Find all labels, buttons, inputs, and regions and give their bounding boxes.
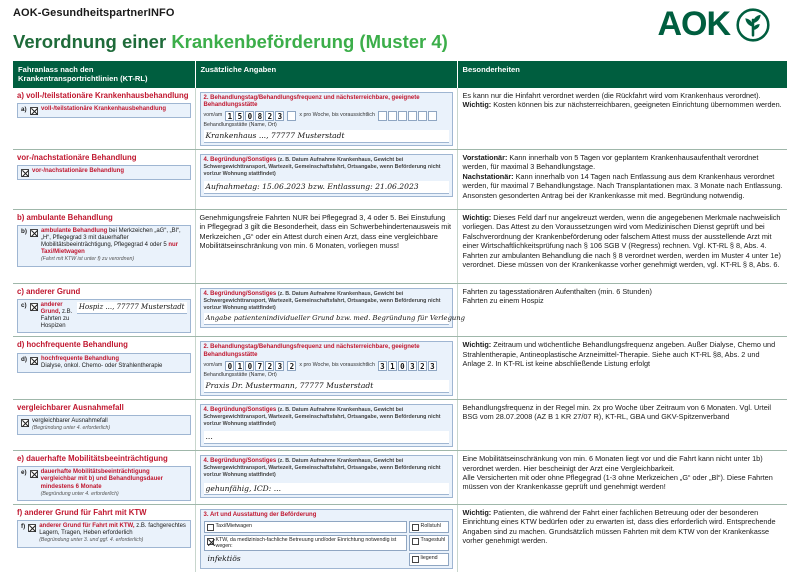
form-title: 3. Art und Ausstattung der Beförderung [203, 511, 317, 518]
until-digits [378, 111, 437, 121]
row-title: vergleichbarer Ausnahmefall [17, 402, 124, 412]
handwritten-entry: Angabe patientenindividueller Grund bzw. med. Begründung für Verlegung [204, 313, 449, 325]
frequency-label: x pro Woche, bis voraussichtlich [299, 362, 375, 369]
page-title-part2: Krankenbeförderung (Muster 4) [171, 31, 448, 52]
checked-checkbox-icon [30, 229, 38, 237]
note: Behandlungsfrequenz in der Regel min. 2x pro Woche über Zeitraum von 6 Monaten. Vgl. Urteil BSG vom 28.07.2008 (AZ B 1 KR 27/07 R), KT-RL, GBA und GKV-Spitzenverband [462, 402, 772, 422]
checked-checkbox-icon [21, 169, 29, 177]
form-title: 4. Begründung/Sonstiges (z. B. Datum Aufnahme Krankenhaus, Gewicht bei Schwergewichttransport, Wartezeit, Gemeinschaftsfahrt, Ortsangabe, wenn Beförderung nicht vor/zur Wohnung stattfindet) [203, 290, 441, 311]
form-checkbox-box [17, 466, 191, 501]
reason-cell [13, 399, 195, 450]
additional-cell [195, 399, 457, 450]
special-cell [457, 451, 787, 505]
header-col-reason: Fahranlass nach den Krankentransportrichtlinien (KT-RL) [13, 61, 195, 88]
checked-checkbox-icon [30, 303, 38, 311]
reason-cell [13, 149, 195, 209]
logo-text: AOK [657, 5, 730, 43]
aok-tree-icon [736, 8, 770, 42]
form-label: hochfrequente Behandlung Dialyse, onkol. Chemo- oder Strahlentherapie [41, 355, 163, 369]
form-label: dauerhafte Mobilitätsbeeinträchtigung vergleichbar mit b) und Behandlungsdauer mindestens 6 Monate (Begründung unter 4. erforderlich) [40, 469, 163, 497]
additional-cell [195, 149, 457, 209]
form-title: 2. Behandlungstag/Behandlungsfrequenz und nächsterreichbare, geeignete Behandlungsstätte [203, 94, 420, 108]
header-col-special: Besonderheiten [457, 61, 787, 88]
option-tragestuhl: Tragestuhl [409, 535, 449, 551]
checked-checkbox-icon [30, 357, 38, 365]
handwritten-entry: Krankenhaus ..., 77777 Musterstadt [204, 130, 449, 143]
reason-cell [13, 88, 195, 150]
special-cell [457, 504, 787, 572]
date-row [204, 361, 449, 371]
form-excerpt [200, 154, 453, 197]
table-row [13, 149, 787, 209]
handwritten-entry: gehunfähig, ICD: ... [204, 483, 449, 496]
table-row [13, 504, 787, 572]
additional-cell [195, 504, 457, 572]
checked-checkbox-icon [30, 470, 38, 478]
place-label: Behandlungsstätte (Name, Ort) [203, 121, 277, 128]
date-digits: 1 5 0 8 2 3 [225, 111, 284, 121]
form-excerpt [200, 341, 453, 395]
from-label: vom/am [203, 362, 223, 369]
table-row [13, 209, 787, 283]
form-letter: a) [21, 105, 27, 113]
until-digits: 3 1 0 3 2 3 [378, 361, 437, 371]
place-label: Behandlungsstätte (Name, Ort) [203, 371, 277, 378]
special-cell [457, 399, 787, 450]
form-label: ambulante Behandlung bei Merkzeichen „aG“, „Bl“, „H“, Pflegegrad 3 mit dauerhafter Mobilitätsbeeinträchtigung, Pflegegrad 4 oder 5 nur Taxi/Mietwagen (Fahrt mit KTW ist unter f) zu verordnen) [40, 227, 181, 263]
form-checkbox-box [17, 165, 191, 180]
form-title: 4. Begründung/Sonstiges (z. B. Datum Aufnahme Krankenhaus, Gewicht bei Schwergewichttransport, Wartezeit, Gemeinschaftsfahrt, Ortsangabe, wenn Beförderung nicht vor/zur Wohnung stattfindet) [203, 458, 441, 479]
additional-cell [195, 283, 466, 337]
form-letter: b) [21, 227, 27, 235]
date-digits: 0 1 0 7 2 3 [225, 361, 284, 371]
frequency-digit [287, 111, 296, 121]
form-checkbox-box [17, 299, 191, 334]
note: Fahrten zu tagesstationären Aufenthalten (min. 6 Stunden) [462, 286, 652, 296]
page-title [13, 31, 448, 53]
page-title-part1: Verordnung einer [13, 31, 172, 52]
checked-checkbox-icon [30, 107, 38, 115]
option-ktw: KTW, da medizinisch-fachliche Betreuung und/oder Einrichtung notwendig ist wegen: [204, 535, 407, 551]
checkbox-icon [412, 538, 419, 545]
additional-cell [195, 337, 457, 399]
note: Alle Versicherten mit oder ohne Pflegegrad (1-3 ohne Merkzeichen „G“ oder „Bl“). Diese Fahrten müssen von der Krankenkasse geprüft und genehmigt werden! [462, 472, 773, 492]
form-label: vergleichbarer Ausnahmefall (Begründung unter 4. erforderlich) [32, 417, 111, 431]
checked-checkbox-icon [21, 419, 29, 427]
table-row [13, 399, 787, 450]
handwritten-entry: ... [204, 431, 449, 444]
form-label: vor-/nachstationäre Behandlung [32, 167, 125, 174]
special-cell [457, 209, 787, 283]
aok-logo [657, 5, 770, 44]
additional-cell [195, 88, 457, 150]
form-label: anderer Grund, z.B. Fahrten zu Hospizen [40, 301, 73, 330]
form-title: 2. Behandlungstag/Behandlungsfrequenz und nächsterreichbare, geeignete Behandlungsstätte [203, 344, 420, 358]
checkbox-icon [412, 524, 419, 531]
note: Vorstationär: Kann innerhalb von 5 Tagen vor geplantem Krankenhausaufenthalt verordnet werden, für maximal 3 Behandlungstage. [462, 152, 759, 172]
table-row [13, 283, 787, 337]
reason-cell [13, 504, 195, 572]
form-label: voll-/teilstationäre Krankenhausbehandlung [41, 105, 167, 112]
frequency-label: x pro Woche, bis voraussichtlich [299, 112, 375, 119]
checkbox-icon [207, 524, 214, 531]
table-header-row [13, 61, 787, 88]
form-excerpt [200, 92, 453, 146]
row-title: d) hochfrequente Behandlung [17, 340, 128, 350]
special-cell [457, 88, 787, 150]
note: Wichtig: Dieses Feld darf nur angekreuzt werden, wenn die angegebenen Merkmale nachweislich vorliegen. Das Attest zu den Voraussetzungen wird vom Medizinischen Dienst geprüft und bei Falschverordnung der Krankenbeförderung oder falschem Attest muss der ausstellende Arzt mit einer Wirtschaftlichkeitsprüfung nach § 106 SGB V (Regress) rechnen. Vgl. KT-RL § 8, Abs. 4. Fahrten zur ambulanten Behandlung die nach § 8 verordnet werden, werden im Muster 4 unter 1e) verordnet. Diese müssen von der Krankenkasse vorher genehmigt werden, vgl. KT-RL § 8, Abs. 6. [462, 212, 781, 270]
form-letter: f) [21, 523, 26, 531]
note: Eine Mobilitätseinschränkung von min. 6 Monaten liegt vor und die Fahrt kann nicht unter 1b) verordnet werden. Hier bescheinigt der Arzt eine Vergleichbarkeit. [462, 454, 763, 473]
header-col-additional: Zusätzliche Angaben [195, 61, 457, 88]
reason-cell [13, 283, 195, 337]
note: Wichtig: Patienten, die während der Fahrt einer fachlichen Betreuung oder der besonderen Einrichtung eines KTW bedürfen oder zu erwarten ist, dass dies erforderlich wird. Entsprechende Angaben sind zu machen. Grundsätzlich müssen Fahrten mit dem KTW von der Krankenkasse vorher genehmigt werden. [462, 507, 776, 546]
option-rollstuhl: Rollstuhl [409, 521, 449, 533]
table-row [13, 451, 787, 505]
row-title: a) voll-/teilstationäre Krankenhausbehandlung [17, 90, 189, 100]
handwritten-entry: Hospiz ..., 77777 Musterstadt [77, 302, 187, 314]
form-checkbox-box [17, 415, 191, 435]
frequency-digit: 2 [287, 361, 296, 371]
from-label: vom/am [203, 112, 223, 119]
row-title: c) anderer Grund [17, 286, 81, 296]
handwritten-entry: Aufnahmetag: 15.06.2023 bzw. Entlassung: 21.06.2023 [204, 181, 449, 194]
form-checkbox-box [17, 520, 191, 548]
checkbox-icon [412, 556, 419, 563]
checked-checkbox-icon [28, 524, 36, 532]
date-row [204, 111, 449, 121]
reason-cell [13, 451, 195, 505]
table-row [13, 88, 787, 150]
special-cell [457, 149, 787, 209]
row-title: vor-/nachstationäre Behandlung [17, 152, 137, 162]
form-excerpt [200, 288, 466, 328]
note: Nachstationär: Kann innerhalb von 14 Tagen nach Entlassung aus dem Krankenhaus verordnet werden, für maximal 7 Behandlungstage. Nach Transplantationen max. 3 Monate nach Entlassung. Ansonsten gesonderten Antrag bei der Krankenkasse mit med. Begründung notwendig. [462, 171, 783, 200]
row-title: b) ambulante Behandlung [17, 212, 113, 222]
note: Es kann nur die Hinfahrt verordnet werden (die Rückfahrt wird vom Krankenhaus verordnet). [462, 90, 761, 100]
checked-checkbox-icon [207, 538, 214, 545]
option-liegend: liegend [409, 553, 449, 566]
note: Wichtig: Zeitraum und wöchentliche Behandlungsfrequenz angeben. Außer Dialyse, Chemo und Strahlentherapie, Antineoplastische Arzneimittel-Therapie. Siehe auch KT-RL §8, Abs. 2 und Anlage 2. In KT-RL ist keine abschließende Listung erfolgt [462, 340, 776, 369]
reason-cell [13, 337, 195, 399]
form-label: anderer Grund für Fahrt mit KTW, z.B. fachgerechtes Lagern, Tragen, Heben erforderlich (Begründung unter 3. und ggf. 4. erforderlich) [39, 523, 186, 544]
form-excerpt [200, 404, 453, 447]
row-title: e) dauerhafte Mobilitätsbeeinträchtigung [17, 454, 168, 464]
option-taxi: Taxi/Mietwagen [204, 521, 407, 533]
form-excerpt [200, 509, 453, 569]
special-cell [457, 337, 787, 399]
additional-cell [195, 451, 457, 505]
handwritten-entry: Praxis Dr. Mustermann, 77777 Musterstadt [204, 380, 449, 393]
note: Wichtig: Kosten können bis zur nächsterreichbaren, geeigneten Einrichtung übernommen werden. [462, 99, 782, 109]
reason-cell [13, 209, 195, 283]
special-cell [457, 283, 787, 337]
table-row [13, 337, 787, 399]
prescription-table [13, 61, 787, 572]
form-letter: c) [21, 301, 27, 309]
form-checkbox-box [17, 353, 191, 373]
note: Fahrten zu einem Hospiz [462, 296, 544, 306]
additional-cell [195, 209, 457, 283]
form-checkbox-box [17, 103, 191, 118]
form-excerpt [200, 455, 453, 498]
transport-options [204, 521, 449, 566]
row-title: f) anderer Grund für Fahrt mit KTW [17, 507, 147, 517]
ktw-reason: infektiös [207, 554, 241, 564]
form-letter: d) [21, 355, 27, 363]
additional-text: Genehmigungsfreie Fahrten NUR bei Pflegegrad 3, 4 oder 5. Bei Einstufung in Pflegegrad 3 gilt die Besonderheit, dass ein Schwerbehindertenausweis mit Merkzeichen „G“ oder ein Attest durch einen Arzt, dass eine vergleichbare Mobilitätseinschränkung von min. 6 Monaten, vorliegen muss! [199, 212, 451, 251]
form-checkbox-box [17, 225, 191, 267]
form-title: 4. Begründung/Sonstiges (z. B. Datum Aufnahme Krankenhaus, Gewicht bei Schwergewichttransport, Wartezeit, Gemeinschaftsfahrt, Ortsangabe, wenn Beförderung nicht vor/zur Wohnung stattfindet) [203, 406, 441, 427]
form-title: 4. Begründung/Sonstiges (z. B. Datum Aufnahme Krankenhaus, Gewicht bei Schwergewichttransport, Wartezeit, Gemeinschaftsfahrt, Ortsangabe, wenn Beförderung nicht vor/zur Wohnung stattfindet) [203, 156, 441, 177]
form-letter: e) [21, 469, 27, 477]
brand-name: AOK-GesundheitspartnerINFO [13, 7, 175, 19]
